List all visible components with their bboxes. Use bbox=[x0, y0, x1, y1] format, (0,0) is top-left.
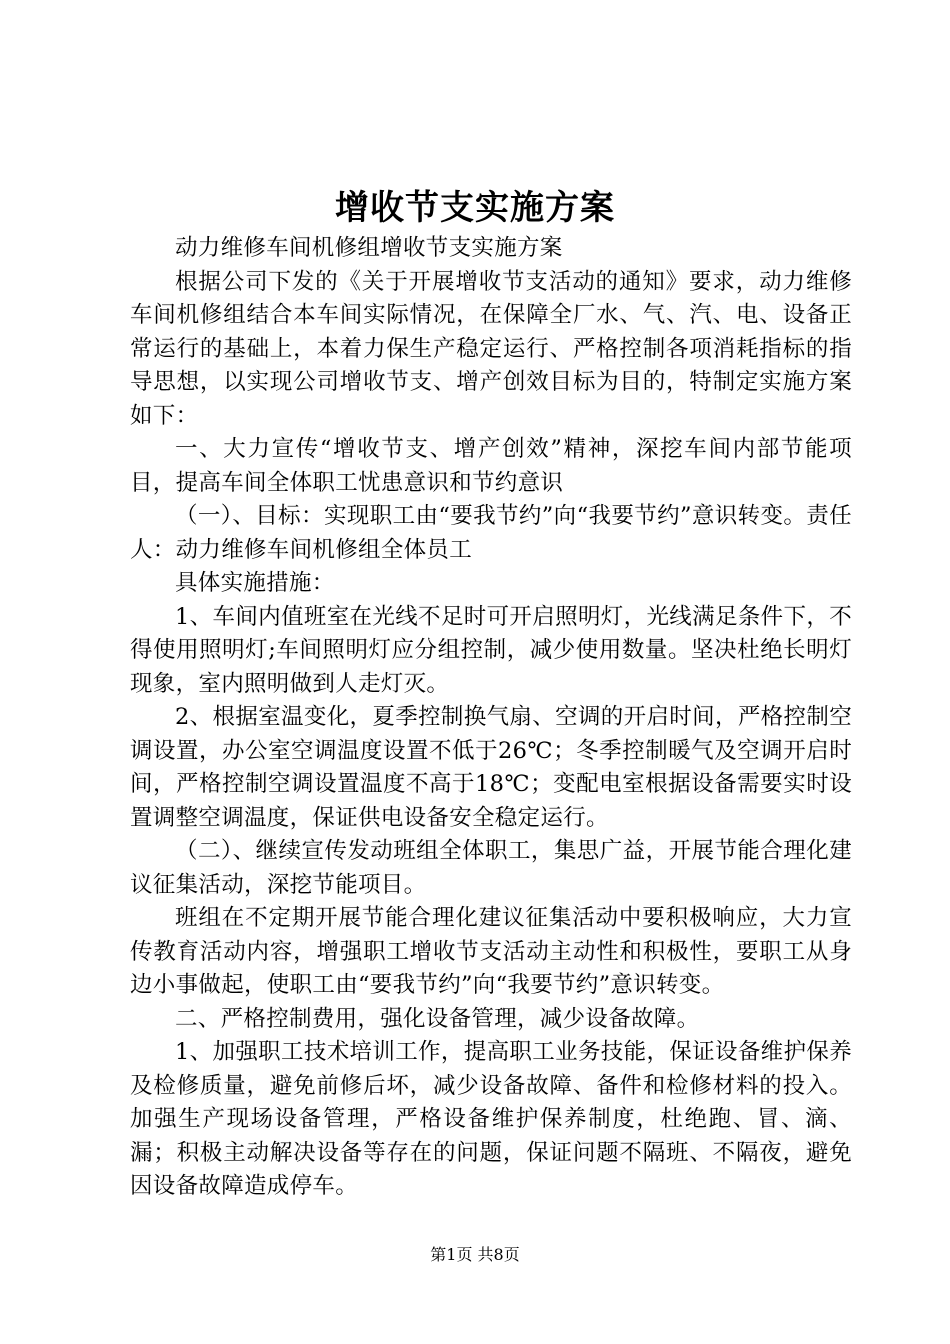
paragraph-subtitle: 动力维修车间机修组增收节支实施方案 bbox=[175, 235, 563, 261]
paragraph-intro: 根据公司下发的《关于开展增收节支活动的通知》要求，动力维修车间机修组结合本车间实际情况，在保障全厂水、气、汽、电、设备正常运行的基础上，本着力保生产稳定运行、严格控制各项消耗指标的指导思想，以实现公司增收节支、增产创效目标为目的，特制定实施方案如下： bbox=[130, 268, 852, 429]
paragraph-measures-heading: 具体实施措施： bbox=[175, 570, 335, 596]
paragraph-measure-lighting: 1、车间内值班室在光线不足时可开启照明灯，光线满足条件下，不得使用照明灯;车间照明灯应分组控制，减少使用数量。坚决杜绝长明灯现象，室内照明做到人走灯灭。 bbox=[130, 603, 852, 697]
document-body bbox=[130, 232, 852, 1204]
document-title: 增收节支实施方案 bbox=[335, 188, 615, 228]
paragraph-training: 1、加强职工技术培训工作，提高职工业务技能，保证设备维护保养及检修质量，避免前修后坏，减少设备故障、备件和检修材料的投入。加强生产现场设备管理，严格设备维护保养制度，杜绝跑、冒、滴、漏；积极主动解决设备等存在的问题，保证问题不隔班、不隔夜，避免因设备故障造成停车。 bbox=[130, 1039, 852, 1199]
paragraph-goal-two: （二）、继续宣传发动班组全体职工，集思广益，开展节能合理化建议征集活动，深挖节能项目。 bbox=[130, 838, 852, 898]
page-footer: 第1页 共8页 bbox=[430, 1245, 520, 1264]
paragraph-measure-temperature: 2、根据室温变化，夏季控制换气扇、空调的开启时间，严格控制空调设置，办公室空调温度设置不低于26℃；冬季控制暖气及空调开启时间，严格控制空调设置温度不高于18℃；变配电室根据设备需要实时设置调整空调温度，保证供电设备安全稳定运行。 bbox=[130, 704, 852, 831]
paragraph-section-one: 一、大力宣传“增收节支、增产创效”精神，深挖车间内部节能项目，提高车间全体职工忧患意识和节约意识 bbox=[130, 436, 852, 496]
paragraph-goal-one: （一）、目标：实现职工由“要我节约”向“我要节约”意识转变。责任人：动力维修车间机修组全体员工 bbox=[130, 503, 852, 563]
paragraph-section-two: 二、严格控制费用，强化设备管理，减少设备故障。 bbox=[175, 1005, 700, 1032]
paragraph-suggestions: 班组在不定期开展节能合理化建议征集活动中要积极响应，大力宣传教育活动内容，增强职工增收节支活动主动性和积极性，要职工从身边小事做起，使职工由“要我节约”向“我要节约”意识转变。 bbox=[130, 905, 852, 998]
